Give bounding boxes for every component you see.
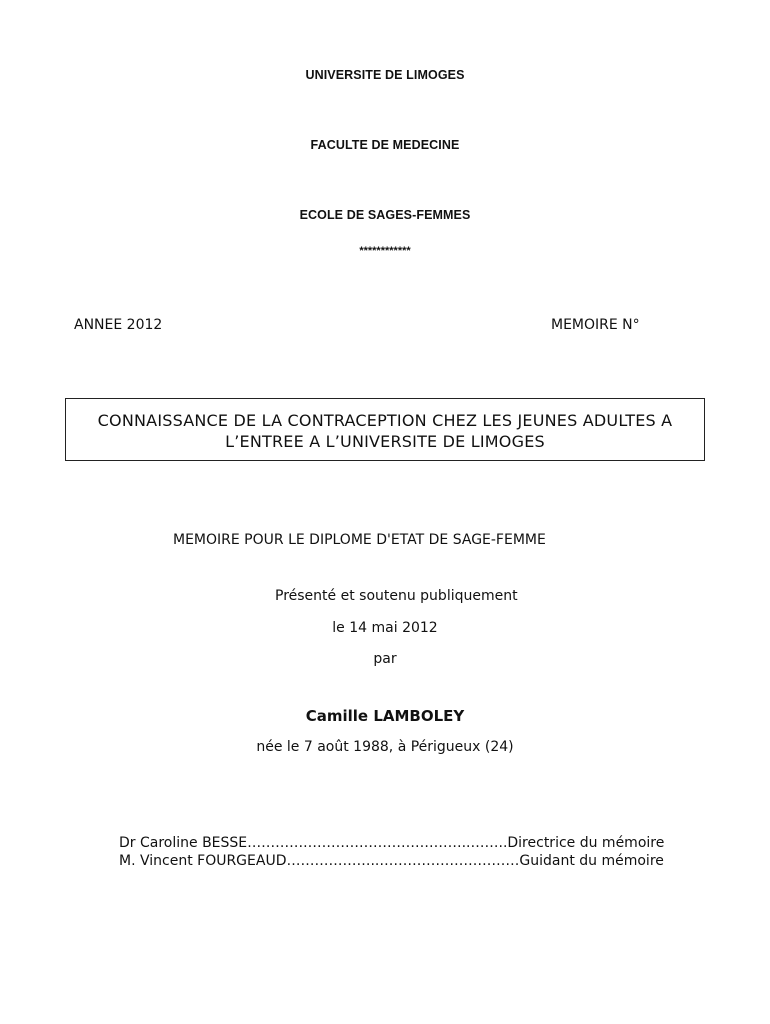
separator-stars: ************ <box>359 245 411 257</box>
author-birth: née le 7 août 1988, à Périgueux (24) <box>256 739 514 755</box>
school-name: ECOLE DE SAGES-FEMMES <box>299 208 471 222</box>
jury-line-director: Dr Caroline BESSE………….……………………………..……..Directrice du mémoire <box>119 835 665 851</box>
year-label: ANNEE 2012 <box>74 317 163 333</box>
author-name: Camille LAMBOLEY <box>305 707 465 725</box>
thesis-title-line-1: CONNAISSANCE DE LA CONTRACEPTION CHEZ LES JEUNES ADULTES A <box>97 411 673 430</box>
presentation-line: Présenté et soutenu publiquement <box>275 588 518 604</box>
university-name: UNIVERSITE DE LIMOGES <box>305 68 465 82</box>
jury-line-guide: M. Vincent FOURGEAUD………………..…………………………Guidant du mémoire <box>119 853 664 869</box>
by-label: par <box>373 651 397 667</box>
memoire-number-label: MEMOIRE N° <box>551 317 640 333</box>
thesis-title-box <box>65 398 705 461</box>
thesis-title-line-2: L’ENTREE A L’UNIVERSITE DE LIMOGES <box>225 432 545 451</box>
defense-date: le 14 mai 2012 <box>332 620 438 636</box>
diploma-label: MEMOIRE POUR LE DIPLOME D'ETAT DE SAGE-FEMME <box>173 532 546 548</box>
faculty-name: FACULTE DE MEDECINE <box>310 138 460 152</box>
